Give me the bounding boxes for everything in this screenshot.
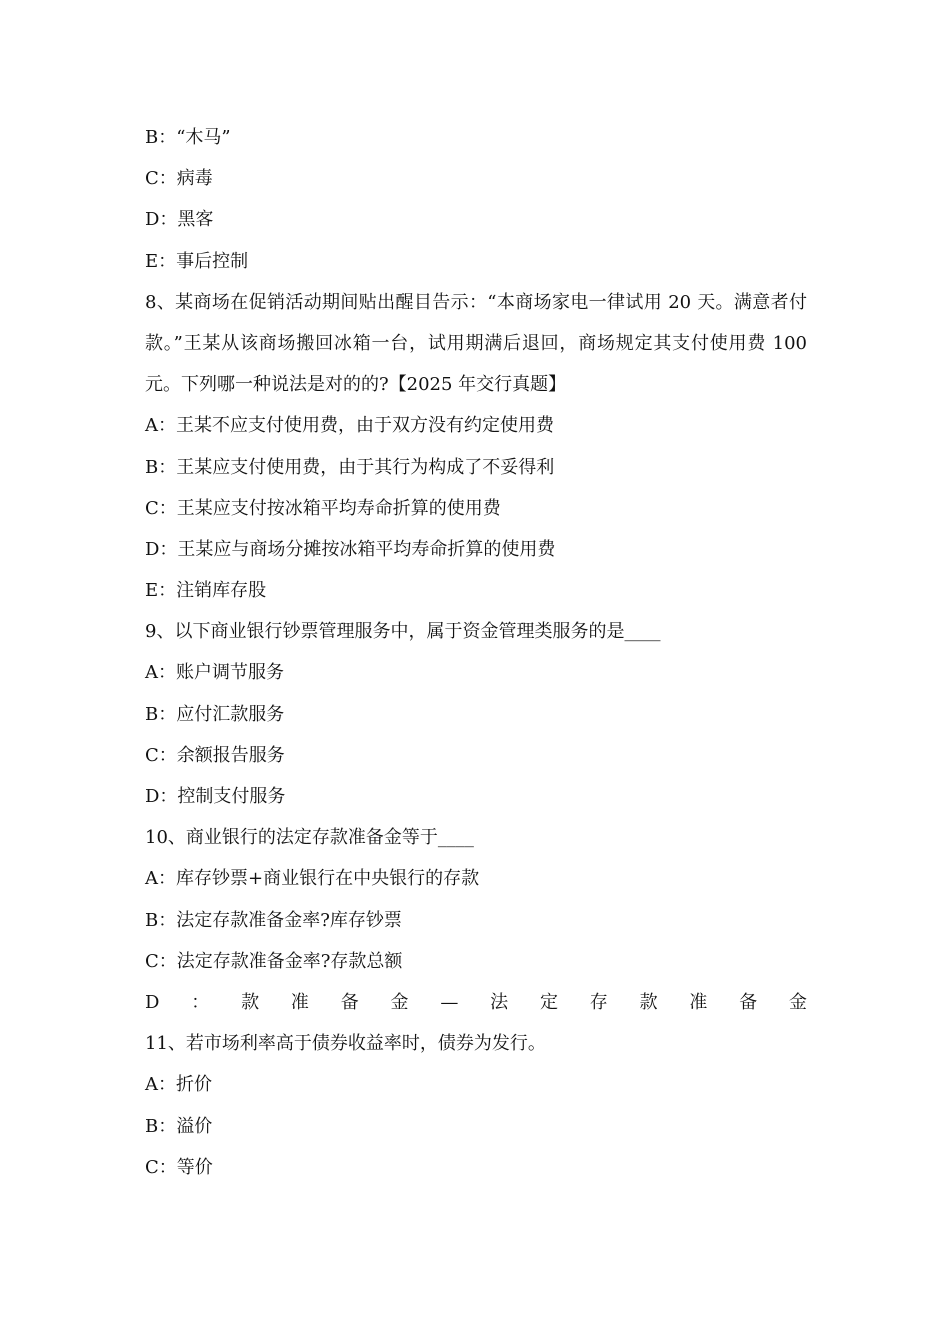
question-11-text: 11、若市场利率高于债券收益率时，债券为发行。: [145, 1033, 546, 1055]
question-9-option-a: A：账户调节服务: [145, 662, 284, 684]
option-d-char: 准: [290, 991, 309, 1013]
question-8-option-d: D：王某应与商场分摊按冰箱平均寿命折算的使用费: [145, 538, 556, 560]
option-d-char: D: [145, 991, 160, 1013]
option-d-char: 款: [639, 991, 658, 1013]
question-8-option-a: A：王某不应支付使用费，由于双方没有约定使用费: [145, 415, 554, 437]
question-9-option-c: C：余额报告服务: [145, 744, 285, 766]
question-10-option-c: C：法定存款准备金率?存款总额: [145, 950, 403, 972]
document-body: [145, 117, 807, 1188]
question-8-option-c: C：王某应支付按冰箱平均寿命折算的使用费: [145, 497, 501, 519]
option-e-post-control: E：事后控制: [145, 250, 249, 272]
option-d-char: 定: [539, 991, 558, 1013]
question-9-option-d: D：控制支付服务: [145, 786, 286, 808]
question-8-option-b: B：王某应支付使用费，由于其行为构成了不妥得利: [145, 456, 555, 478]
option-d-hacker: D：黑客: [145, 209, 214, 231]
option-d-char: 金: [789, 991, 807, 1013]
option-d-char: 备: [340, 991, 359, 1013]
question-10-option-d: [145, 982, 807, 1023]
option-d-char: —: [440, 991, 459, 1013]
question-10-option-b: B：法定存款准备金率?库存钞票: [145, 909, 402, 931]
question-11-option-c: C：等价: [145, 1156, 213, 1178]
question-10-option-a: A：库存钞票+商业银行在中央银行的存款: [145, 868, 480, 890]
question-9-text: 9、以下商业银行钞票管理服务中，属于资金管理类服务的是____: [145, 621, 661, 643]
question-11-option-a: A：折价: [145, 1074, 212, 1096]
option-d-char: 款: [241, 991, 260, 1013]
option-b-trojan: B：“木马”: [145, 127, 231, 148]
option-d-char: ：: [191, 991, 210, 1013]
question-11-option-b: B：溢价: [145, 1115, 213, 1137]
option-c-virus: C：病毒: [145, 168, 213, 190]
question-9-option-b: B：应付汇款服务: [145, 703, 285, 725]
option-d-char: 法: [490, 991, 509, 1013]
option-d-char: 金: [390, 991, 409, 1013]
option-d-char: 备: [739, 991, 758, 1013]
question-10-text: 10、商业银行的法定存款准备金等于____: [145, 827, 474, 849]
question-8-text: 8、某商场在促销活动期间贴出醒目告示：“本商场家电一律试用 20 天。满意者付款。”王某从该商场搬回冰箱一台，试用期满后退回，商场规定其支付使用费 100 元。下列哪一种说法是对的的?【2025 年交行真题】: [145, 291, 807, 396]
question-8-option-e: E：注销库存股: [145, 580, 267, 602]
option-d-char: 准: [689, 991, 708, 1013]
option-d-char: 存: [589, 991, 608, 1013]
